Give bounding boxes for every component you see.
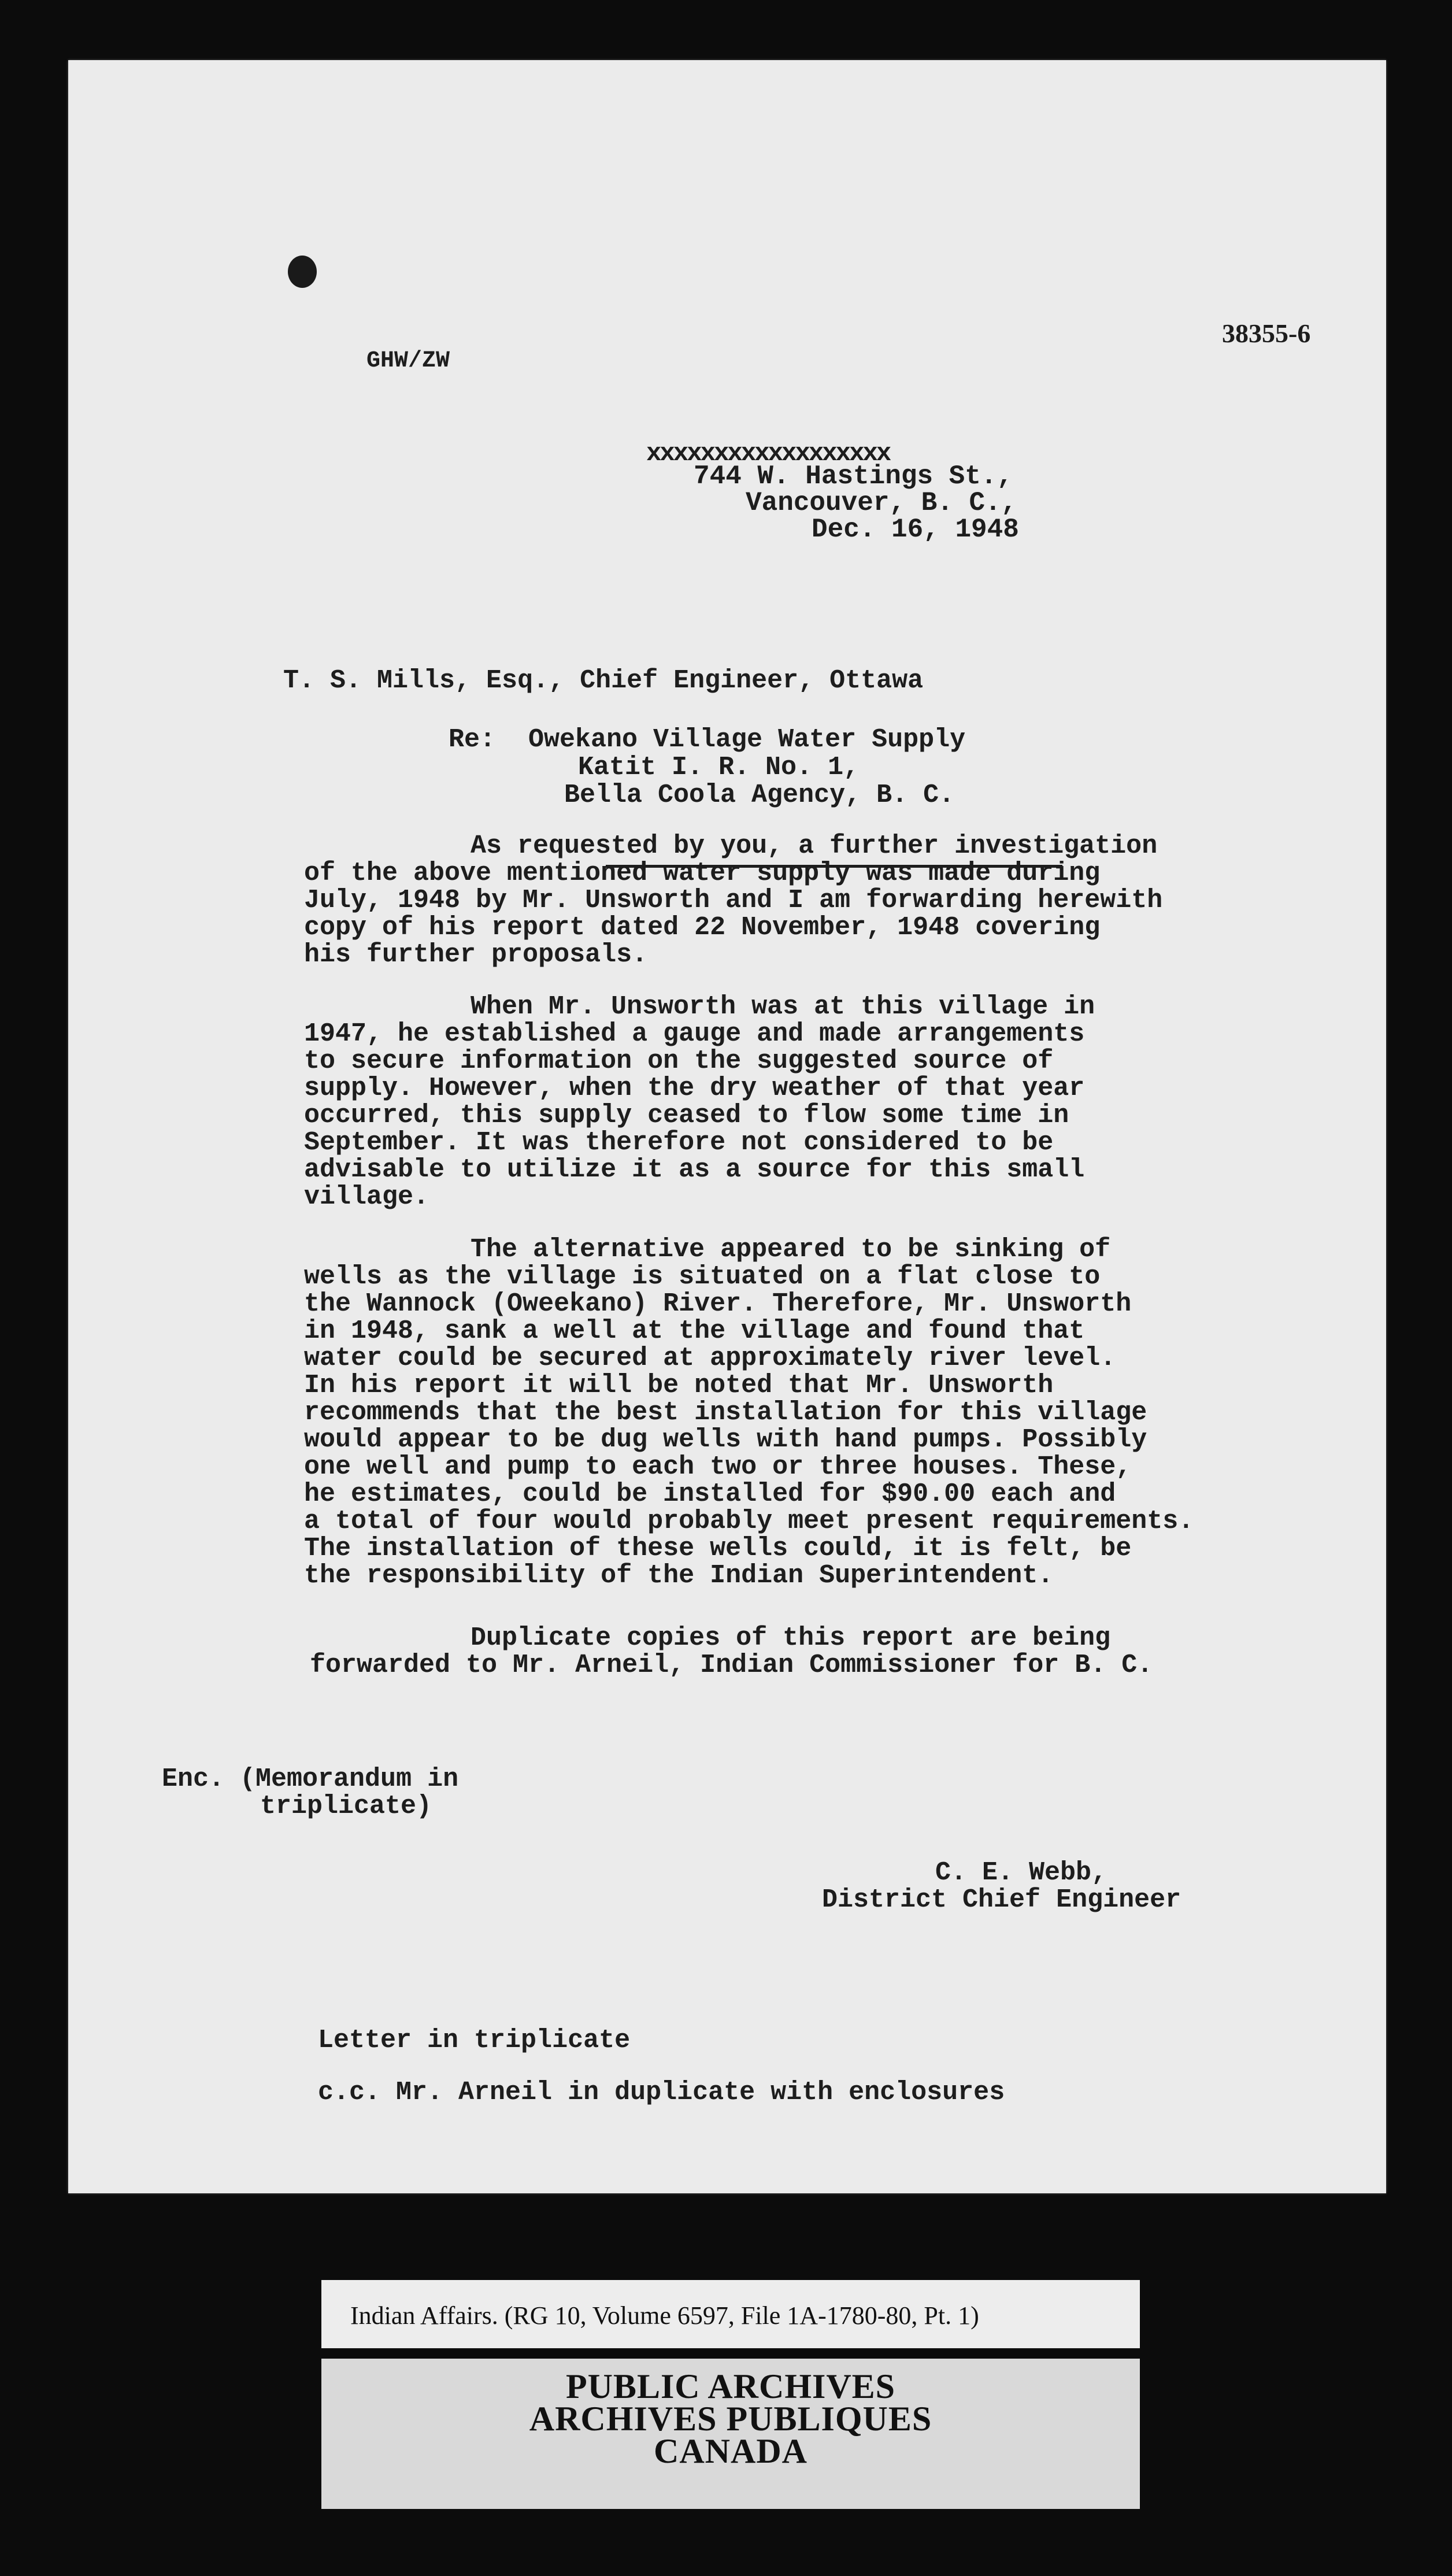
enclosure-line: Enc. (Memorandum in <box>162 1764 459 1794</box>
cc-note: c.c. Mr. Arneil in duplicate with enclosures <box>318 2078 1005 2107</box>
p3-line: a total of four would probably meet present requirements. <box>304 1507 1194 1536</box>
archive-reference: Indian Affairs. (RG 10, Volume 6597, File 1A-1780-80, Pt. 1) <box>350 2301 979 2330</box>
stamp-line-english: PUBLIC ARCHIVES <box>565 2367 896 2405</box>
p3-line: The alternative appeared to be sinking of <box>471 1235 1111 1264</box>
archive-stamp <box>321 2359 1140 2509</box>
recipient-line: T. S. Mills, Esq., Chief Engineer, Ottawa <box>283 666 924 695</box>
p3-line: the responsibility of the Indian Superintendent. <box>304 1561 1054 1590</box>
p3-line: The installation of these wells could, it is felt, be <box>304 1534 1132 1563</box>
p1-line: his further proposals. <box>304 940 648 969</box>
re-reserve: Katit I. R. No. 1, <box>578 753 860 782</box>
letter-date: Dec. 16, 1948 <box>812 515 1019 545</box>
p2-line: When Mr. Unsworth was at this village in <box>471 992 1095 1021</box>
address-street: 744 W. Hastings St., <box>694 461 1013 491</box>
archive-reference-label <box>321 2280 1140 2348</box>
signature-title: District Chief Engineer <box>822 1885 1181 1915</box>
enclosure-line: triplicate) <box>260 1792 432 1821</box>
punch-hole <box>288 256 317 288</box>
p1-line: copy of his report dated 22 November, 1948 covering <box>304 913 1101 942</box>
p1-line: of the above mentioned water supply was made during <box>304 858 1101 888</box>
stamp-line-country: CANADA <box>654 2432 808 2470</box>
re-agency: Bella Coola Agency, B. C. <box>564 780 955 810</box>
p1-line: As requested by you, a further investigation <box>471 831 1158 861</box>
distribution-note: Letter in triplicate <box>318 2026 631 2055</box>
signature-name: C. E. Webb, <box>935 1858 1107 1887</box>
p2-line: occurred, this supply ceased to flow some time in <box>304 1101 1069 1130</box>
re-label: Re: <box>449 725 496 754</box>
p4-line: Duplicate copies of this report are being <box>471 1623 1111 1653</box>
p3-line: would appear to be dug wells with hand pumps. Possibly <box>304 1425 1147 1454</box>
p2-line: 1947, he established a gauge and made arrangements <box>304 1019 1085 1049</box>
struck-out-line: xxxxxxxxxxxxxxxxxx <box>646 439 890 468</box>
p2-line: to secure information on the suggested source of <box>304 1046 1054 1076</box>
p2-line: supply. However, when the dry weather of that year <box>304 1074 1085 1103</box>
p3-line: wells as the village is situated on a flat close to <box>304 1262 1101 1291</box>
re-subject: Owekano Village Water Supply <box>528 725 966 754</box>
p2-line: advisable to utilize it as a source for this small <box>304 1155 1085 1185</box>
p3-line: one well and pump to each two or three houses. These, <box>304 1452 1132 1482</box>
p2-line: September. It was therefore not considered to be <box>304 1128 1054 1157</box>
p3-line: water could be secured at approximately river level. <box>304 1343 1116 1373</box>
address-city: Vancouver, B. C., <box>746 488 1017 518</box>
p1-line: July, 1948 by Mr. Unsworth and I am forwarding herewith <box>304 886 1163 915</box>
p3-line: he estimates, could be installed for $90.00 each and <box>304 1479 1116 1509</box>
file-number: 38355-6 <box>1222 319 1311 348</box>
typist-initials: GHW/ZW <box>366 348 450 374</box>
p4-line: forwarded to Mr. Arneil, Indian Commissioner for B. C. <box>310 1650 1153 1680</box>
stamp-line-french: ARCHIVES PUBLIQUES <box>529 2400 932 2438</box>
p3-line: In his report it will be noted that Mr. Unsworth <box>304 1371 1054 1400</box>
letter-page <box>68 60 1386 2193</box>
p2-line: village. <box>304 1182 429 1212</box>
p3-line: in 1948, sank a well at the village and found that <box>304 1316 1085 1346</box>
p3-line: recommends that the best installation for this village <box>304 1398 1147 1427</box>
p3-line: the Wannock (Oweekano) River. Therefore, Mr. Unsworth <box>304 1289 1132 1319</box>
